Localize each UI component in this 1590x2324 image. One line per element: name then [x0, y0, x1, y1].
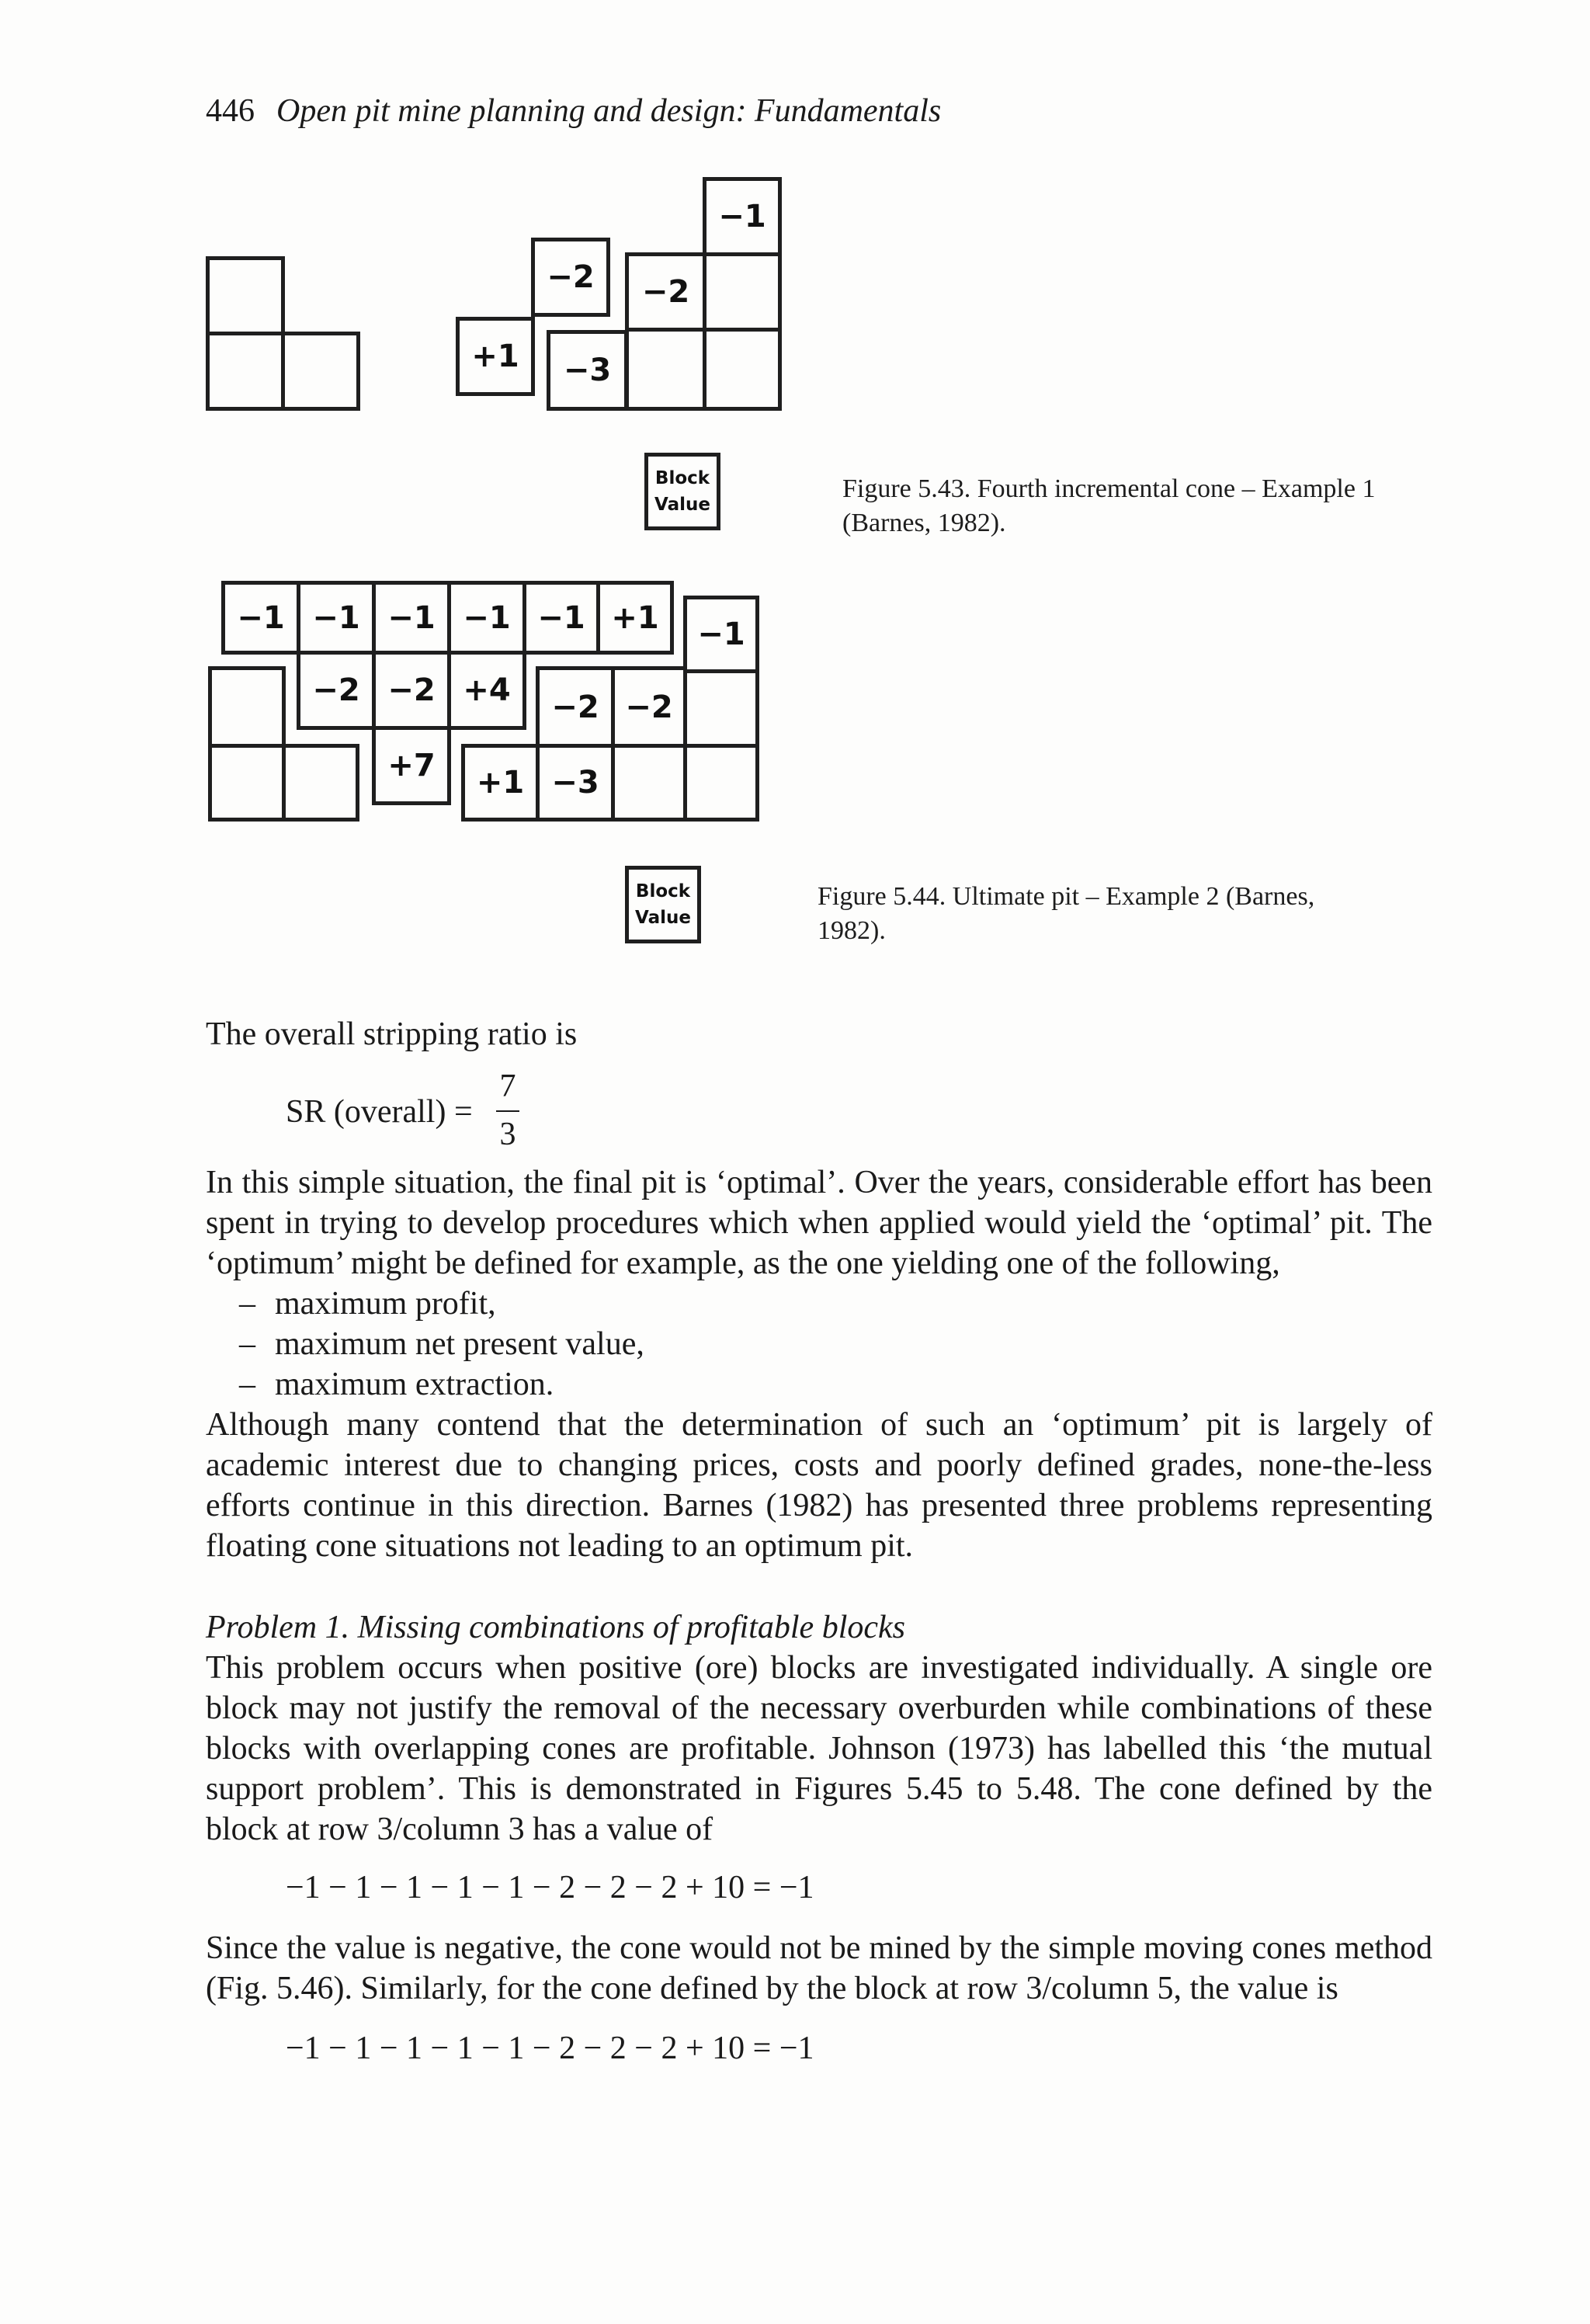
- block-value-legend: [625, 866, 701, 943]
- legend-line1: Block: [635, 881, 691, 901]
- sr-formula-label: SR (overall) =: [286, 1094, 473, 1130]
- figure-caption: [818, 880, 1314, 948]
- paragraph: In this simple situation, the final pit is ‘optimal’. Over the years, considerable effort has been spent in trying to develop procedures which when applied would yield the ‘optimal’ pit. The ‘optimum’ might be defined for example, as the one yielding one of the following,: [206, 1165, 1432, 1281]
- empty-block: [206, 256, 285, 335]
- block-value: +1: [456, 317, 535, 396]
- empty-block: [625, 328, 706, 411]
- block-value: −1: [522, 581, 600, 655]
- stripping-intro: The overall stripping ratio is: [206, 1016, 578, 1052]
- list-item-text: maximum extraction.: [275, 1367, 554, 1402]
- page-number: 446: [206, 93, 255, 129]
- caption-line: (Barnes, 1982).: [842, 509, 1006, 537]
- list-item-text: maximum profit,: [275, 1286, 496, 1322]
- empty-block: [703, 252, 782, 332]
- equation: −1 − 1 − 1 − 1 − 1 − 2 − 2 − 2 + 10 = −1: [286, 1870, 814, 1905]
- list-item-text: maximum net present value,: [275, 1326, 644, 1362]
- empty-block: [703, 328, 782, 411]
- block-value: −1: [372, 581, 451, 655]
- empty-block: [683, 669, 759, 748]
- paragraph: Since the value is negative, the cone would not be mined by the simple moving cones method (Fig. 5.46). Similarly, for the cone defined by the block at row 3/column 5, the value is: [206, 1930, 1432, 2006]
- list-item: – maximum extraction.: [239, 1367, 554, 1402]
- block-value: −2: [297, 651, 376, 730]
- list-item: – maximum net present value,: [239, 1326, 644, 1362]
- block-value: −1: [683, 596, 759, 673]
- equation: −1 − 1 − 1 − 1 − 1 − 2 − 2 − 2 + 10 = −1: [286, 2030, 814, 2066]
- caption-line: Figure 5.43. Fourth incremental cone – Example 1: [842, 474, 1376, 503]
- book-title: Open pit mine planning and design: Fundamentals: [276, 93, 942, 129]
- empty-block: [208, 744, 286, 822]
- legend-line2: Value: [654, 495, 710, 515]
- legend-line2: Value: [635, 908, 691, 928]
- figure-caption: [842, 472, 1375, 540]
- block-value: +4: [447, 651, 526, 730]
- fraction-bar: [496, 1110, 519, 1112]
- legend-line1: Block: [654, 468, 710, 488]
- running-head: [206, 92, 941, 130]
- block-value: −2: [536, 666, 615, 748]
- empty-block: [611, 744, 687, 822]
- empty-block: [281, 332, 360, 411]
- block-value: −2: [611, 666, 687, 748]
- caption-line: Figure 5.44. Ultimate pit – Example 2 (Barnes,: [818, 882, 1315, 911]
- block-value: −1: [221, 581, 300, 655]
- sr-denominator: 3: [499, 1117, 516, 1152]
- empty-block: [683, 744, 759, 822]
- block-value: −2: [625, 252, 706, 332]
- caption-line: 1982).: [818, 916, 886, 945]
- block-value: +1: [461, 744, 540, 822]
- block-value: −2: [372, 651, 451, 730]
- block-value: −1: [297, 581, 376, 655]
- block-value: +1: [596, 581, 674, 655]
- block-value: −3: [536, 744, 615, 822]
- block-value: +7: [372, 726, 451, 805]
- paragraph: Although many contend that the determination of such an ‘optimum’ pit is largely of academic interest due to changing prices, costs and poorly defined grades, none-the-less efforts continue in this direction. Barnes (1982) has presented three problems representing floating cone situations not leading to an optimum pit.: [206, 1407, 1432, 1564]
- empty-block: [208, 666, 286, 748]
- empty-block: [282, 744, 359, 822]
- problem-heading: Problem 1. Missing combinations of profitable blocks: [206, 1610, 905, 1645]
- sr-numerator: 7: [499, 1068, 516, 1104]
- block-value-legend: [644, 453, 720, 530]
- block-value: −1: [703, 177, 782, 256]
- list-item: – maximum profit,: [239, 1286, 496, 1322]
- block-value: −2: [531, 238, 610, 317]
- empty-block: [206, 332, 285, 411]
- paragraph: This problem occurs when positive (ore) blocks are investigated individually. A single ore block may not justify the removal of the necessary overburden while combinations of these blocks with overlapping cones are profitable. Johnson (1973) has labelled this ‘the mutual support problem’. This is demonstrated in Figures 5.45 to 5.48. The cone defined by the block at row 3/column 3 has a value of: [206, 1650, 1432, 1847]
- block-value: −3: [547, 330, 628, 411]
- block-value: −1: [447, 581, 526, 655]
